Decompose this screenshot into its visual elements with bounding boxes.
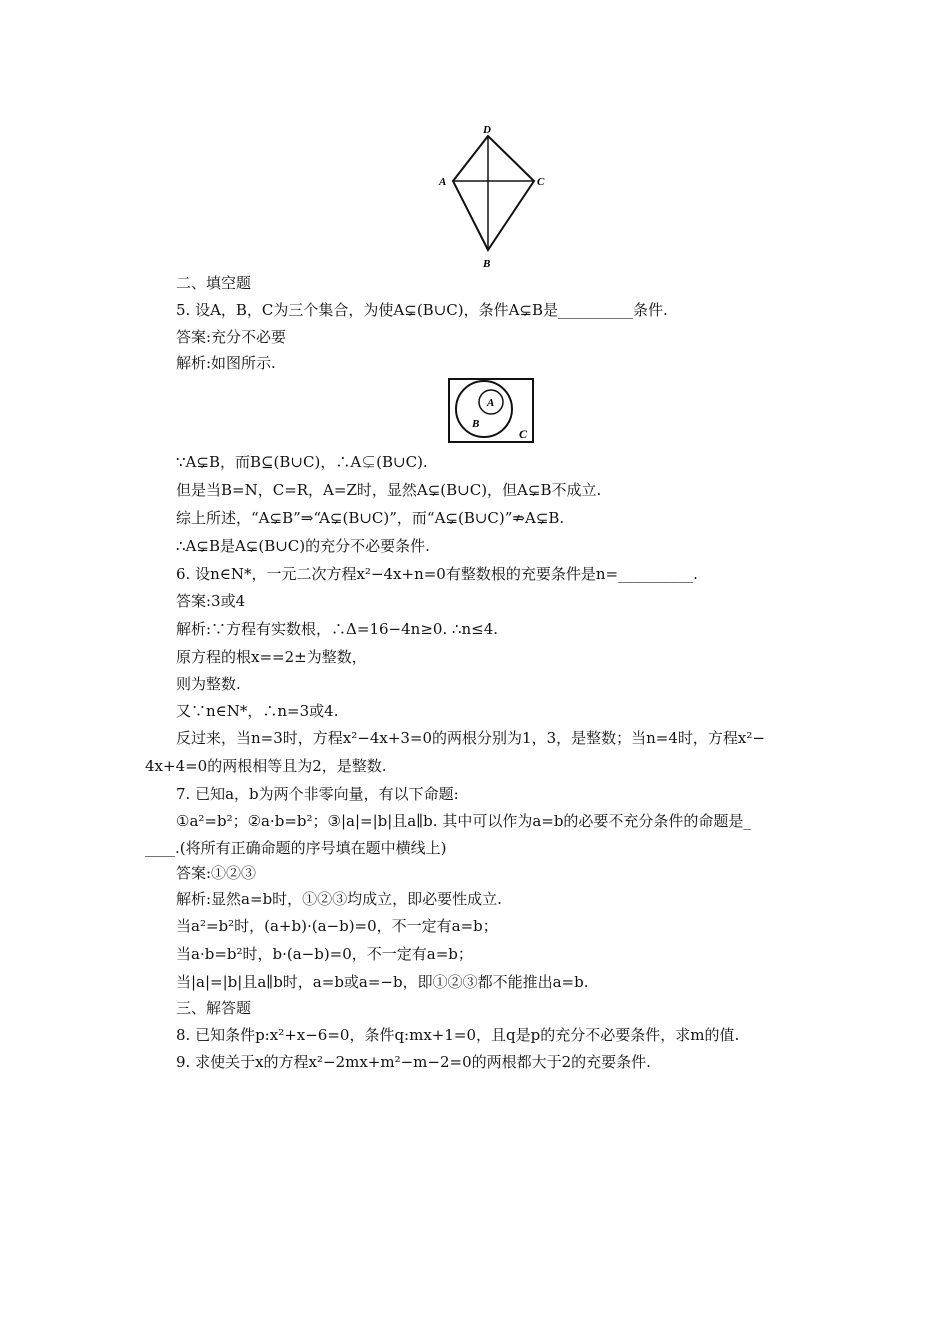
question-6: 6. 设n∈N*，一元二次方程x²−4x+n=0有整数根的充要条件是n=__________. [176,565,698,583]
kite-label-b: B [483,258,491,270]
question-7-cont: ____.(将所有正确命题的序号填在题中横线上) [145,839,447,857]
section-heading-fill-blank: 二、填空题 [176,274,252,292]
question-9: 9. 求使关于x的方程x²−2mx+m²−m−2=0的两根都大于2的充要条件. [176,1053,651,1071]
question-7-propositions: ①a²=b²；②a·b=b²；③|a|=|b|且a∥b. 其中可以作为a=b的必要不充分条件的命题是_ [176,812,751,830]
venn-label-b: B [472,418,480,430]
kite-label-a: A [439,176,447,188]
analysis-5-line-1: ∵A⊊B，而B⊆(B∪C)，∴A⊊(B∪C). [176,453,428,471]
question-8: 8. 已知条件p:x²+x−6=0，条件q:mx+1=0，且q是p的充分不必要条件，求m的值. [176,1026,740,1044]
analysis-5-line-3: 综上所述，“A⊊B”⇒“A⊊(B∪C)”，而“A⊊(B∪C)”⇏A⊊B. [176,509,565,527]
kite-label-c: C [537,176,545,188]
analysis-5-intro: 解析:如图所示. [176,354,276,372]
venn-label-a: A [487,397,495,409]
answer-7: 答案:①②③ [176,864,257,882]
analysis-7-line-1: 解析:显然a=b时，①②③均成立，即必要性成立. [176,890,502,908]
venn-figure [446,376,538,446]
analysis-5-line-2: 但是当B=N，C=R，A=Z时，显然A⊊(B∪C)，但A⊊B不成立. [176,481,602,499]
analysis-6-line-2: 原方程的根x==2±为整数， [176,648,367,666]
kite-label-d: D [483,124,491,136]
answer-6: 答案:3或4 [176,592,246,610]
analysis-6-line-1: 解析:∵方程有实数根，∴Δ=16−4n≥0. ∴n≤4. [176,620,499,638]
analysis-6-line-4: 又∵n∈N*，∴n=3或4. [176,702,339,720]
section-heading-solve: 三、解答题 [176,999,252,1017]
kite-figure [430,118,560,273]
kite-outline [453,136,534,250]
answer-5: 答案:充分不必要 [176,328,287,346]
analysis-6-line-3: 则为整数. [176,675,241,693]
analysis-6-line-6: 4x+4=0的两根相等且为2，是整数. [145,757,387,775]
question-7: 7. 已知a，b为两个非零向量，有以下命题: [176,785,459,803]
venn-circle-b [456,381,512,437]
analysis-7-line-2: 当a²=b²时，(a+b)·(a−b)=0，不一定有a=b； [176,917,498,935]
venn-label-c: C [519,427,528,441]
question-5: 5. 设A，B，C为三个集合，为使A⊊(B∪C)，条件A⊊B是__________条件. [176,301,668,319]
analysis-5-conclusion: ∴A⊊B是A⊊(B∪C)的充分不必要条件. [176,537,430,555]
analysis-6-line-5: 反过来，当n=3时，方程x²−4x+3=0的两根分别为1，3，是整数；当n=4时，方程x²− [176,729,765,747]
analysis-7-line-4: 当|a|=|b|且a∥b时，a=b或a=−b，即①②③都不能推出a=b. [176,973,589,991]
analysis-7-line-3: 当a·b=b²时，b·(a−b)=0，不一定有a=b； [176,945,473,963]
